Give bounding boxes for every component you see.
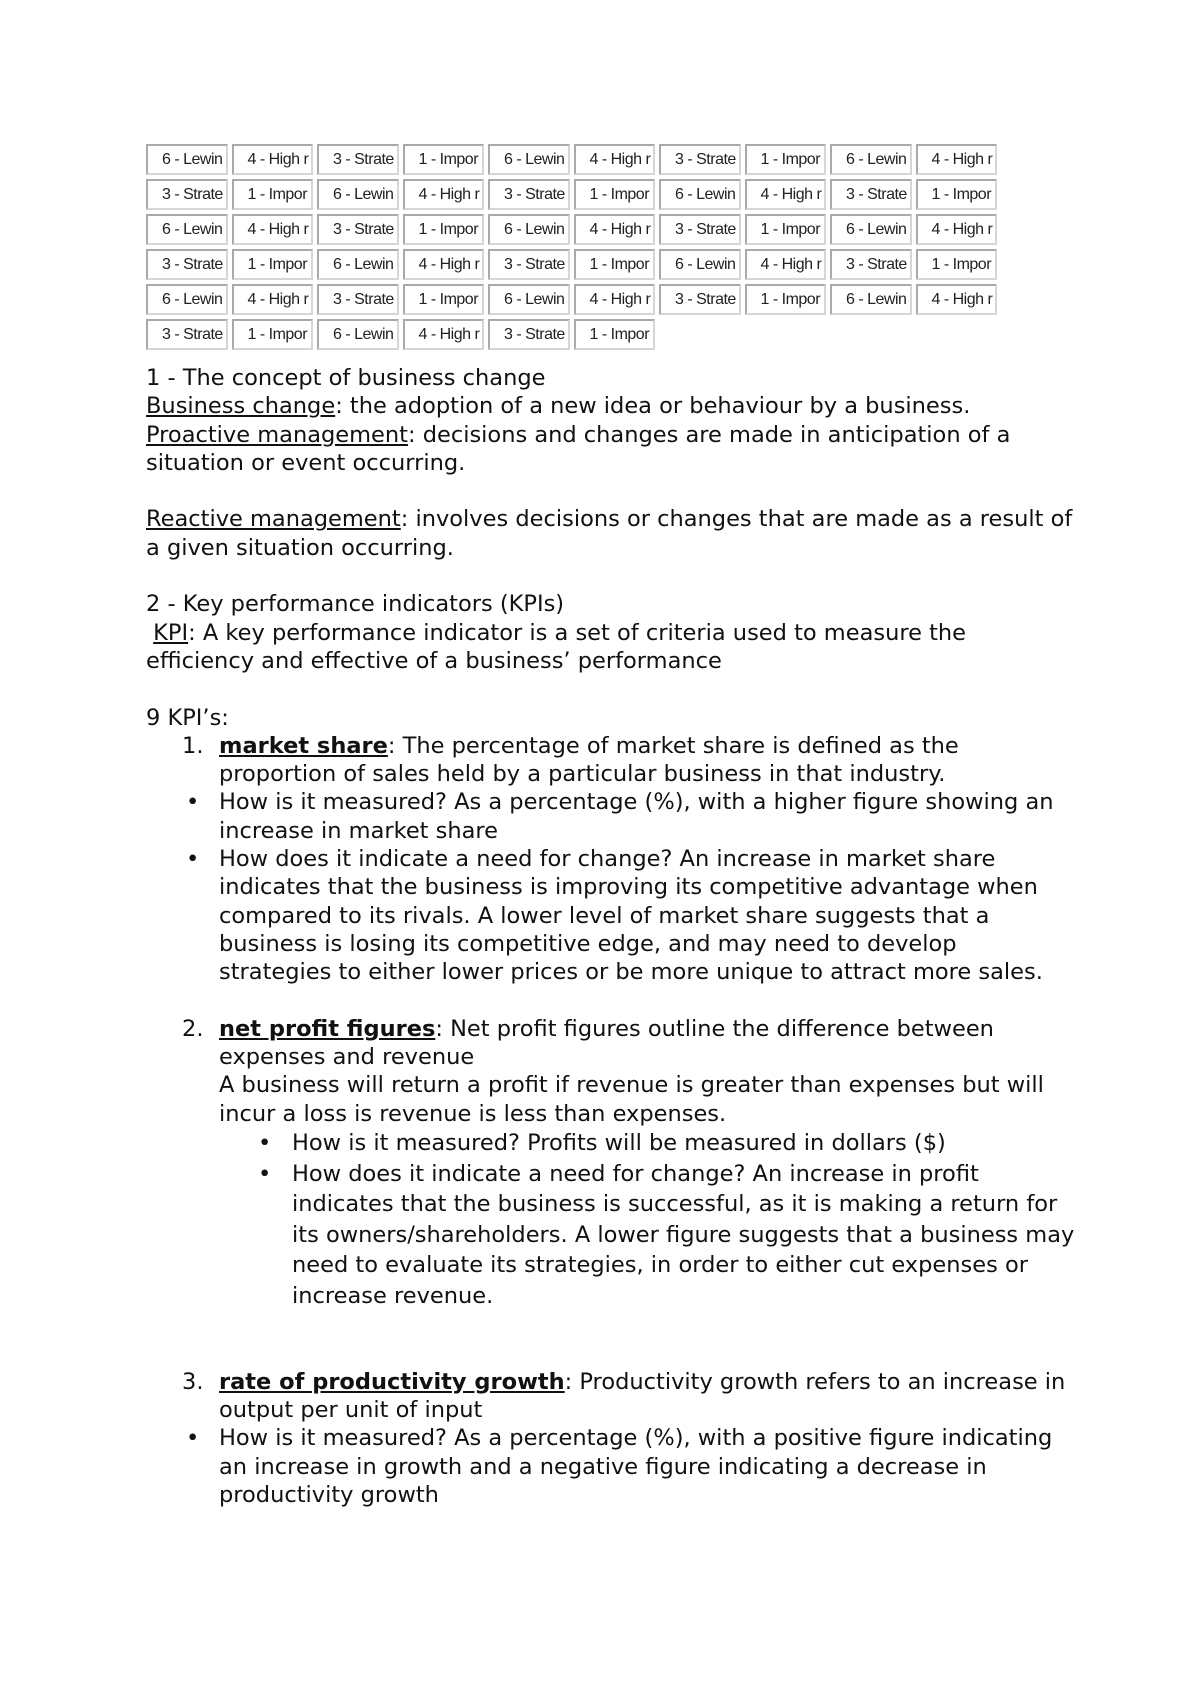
tab-grid-cell: 1 - Impor: [916, 179, 998, 210]
tab-grid-cell: 3 - Strate: [317, 284, 399, 315]
tab-grid-cell: 3 - Strate: [317, 144, 399, 175]
tab-grid-cell: 4 - High r: [403, 319, 485, 350]
tab-grid-cell: 6 - Lewin: [488, 214, 570, 245]
reactive-term: Reactive management: [146, 506, 401, 533]
tab-grid-cell: 6 - Lewin: [317, 319, 399, 350]
tab-grid-cell: 6 - Lewin: [146, 214, 228, 245]
kpi-term-productivity-growth: rate of productivity growth: [219, 1368, 565, 1395]
tab-grid-cell: 3 - Strate: [830, 179, 912, 210]
bullet-text: How does it indicate a need for change? An increase in market share indicates that the business is improving its competitive advantage when compared to its rivals. A lower level of market share suggests that a business is losing its competitive edge, and may need to develop strategies to either lower prices or be more unique to attract more sales.: [219, 846, 1043, 986]
kpi-definition: [146, 619, 1076, 676]
spacer: [146, 675, 1076, 703]
tab-grid-cell: 1 - Impor: [403, 144, 485, 175]
tab-grid-cell: 4 - High r: [403, 249, 485, 280]
kpi-term-market-share: market share: [219, 732, 388, 759]
bullet-text: How is it measured? As a percentage (%), with a positive figure indicating an increase in growth and a negative figure indicating a decrease in productivity growth: [219, 1425, 1053, 1508]
bullet-icon: •: [186, 846, 200, 873]
bullet-text: How is it measured? As a percentage (%), with a higher figure showing an increase in market share: [219, 789, 1054, 844]
kpi-def-market-share: : The percentage of market share is defined as the proportion of sales held by a particular business in that industry.: [219, 732, 959, 788]
tab-grid-cell: 4 - High r: [574, 284, 656, 315]
tab-grid-cell: 3 - Strate: [317, 214, 399, 245]
tab-grid-cell: 4 - High r: [574, 214, 656, 245]
bullet-icon: •: [186, 1425, 200, 1452]
bullet-icon: •: [258, 1160, 272, 1187]
tab-grid-cell: 3 - Strate: [488, 319, 570, 350]
tab-grid-cell: 3 - Strate: [488, 179, 570, 210]
tab-grid-cell: 4 - High r: [574, 144, 656, 175]
tab-grid-cell: 1 - Impor: [574, 179, 656, 210]
bullet-text: How is it measured? Profits will be measured in dollars ($): [292, 1130, 946, 1157]
spacer: [146, 987, 1076, 1015]
spacer: [146, 1339, 1076, 1367]
tab-grid-cell: 6 - Lewin: [317, 249, 399, 280]
tab-grid-cell: 4 - High r: [232, 214, 314, 245]
tab-grid-cell: 4 - High r: [916, 214, 998, 245]
tab-grid-cell: 3 - Strate: [488, 249, 570, 280]
tab-grid-cell: 1 - Impor: [232, 179, 314, 210]
kpi-term: KPI: [153, 619, 189, 646]
bullet-text: How does it indicate a need for change? An increase in profit indicates that the business is successful, as it is making a return for its owners/shareholders. A lower figure suggests that a business may need to evaluate its strategies, in order to either cut expenses or increase revenue.: [292, 1160, 1075, 1309]
tab-grid-cell: 4 - High r: [745, 249, 827, 280]
tab-grid-cell: 6 - Lewin: [659, 249, 741, 280]
document-body: [146, 364, 1076, 1509]
kpi-term-net-profit: net profit figures: [219, 1015, 436, 1042]
tab-grid-cell: 1 - Impor: [232, 249, 314, 280]
tab-grid-cell: 6 - Lewin: [659, 179, 741, 210]
kpi-item-market-share: [146, 732, 1076, 789]
tab-grid-cell: 4 - High r: [232, 144, 314, 175]
list-number: 2.: [182, 1015, 204, 1042]
kpi-extra-net-profit: A business will return a profit if revenue is greater than expenses but will incur a loss is revenue is less than expenses.: [219, 1072, 1044, 1127]
kpi-item-net-profit: [146, 1015, 1076, 1072]
tab-grid-cell: 4 - High r: [403, 179, 485, 210]
list-number: 3.: [182, 1368, 204, 1395]
tab-grid-cell: 3 - Strate: [659, 284, 741, 315]
list-number: 1.: [182, 732, 204, 759]
tab-grid-cell: 4 - High r: [232, 284, 314, 315]
section-2-heading: 2 - Key performance indicators (KPIs): [146, 591, 565, 618]
kpi-intro: 9 KPI’s:: [146, 704, 229, 731]
list-item: [146, 1424, 1076, 1509]
tab-grid-cell: 1 - Impor: [916, 249, 998, 280]
tab-grid-cell: 4 - High r: [745, 179, 827, 210]
list-item: [146, 1128, 1076, 1159]
tab-grid-cell: 1 - Impor: [745, 284, 827, 315]
tab-grid-cell: 1 - Impor: [574, 249, 656, 280]
tab-grid-cell: 1 - Impor: [745, 214, 827, 245]
proactive-text: : decisions and changes are made in anticipation of a situation or event occurring.: [146, 421, 1011, 476]
business-change-term: Business change: [146, 393, 336, 420]
business-change-definition: [146, 392, 1076, 420]
tab-grid-cell: 3 - Strate: [146, 179, 228, 210]
tab-grid-cell: 3 - Strate: [830, 249, 912, 280]
spacer: [146, 1311, 1076, 1339]
spacer: [146, 562, 1076, 590]
kpi-text: : A key performance indicator is a set of criteria used to measure the efficiency and effective of a business’ performance: [146, 619, 967, 674]
tab-grid-cell: 6 - Lewin: [830, 284, 912, 315]
tab-grid: [146, 144, 1001, 350]
tab-grid-cell: 1 - Impor: [574, 319, 656, 350]
tab-grid-cell: 6 - Lewin: [146, 144, 228, 175]
section-1-heading: 1 - The concept of business change: [146, 365, 546, 391]
tab-grid-cell: 1 - Impor: [403, 284, 485, 315]
tab-grid-cell: 1 - Impor: [403, 214, 485, 245]
tab-grid-cell: 3 - Strate: [659, 214, 741, 245]
kpi-def-productivity-growth: : Productivity growth refers to an increase in output per unit of input: [219, 1368, 1066, 1423]
tab-grid-cell: 6 - Lewin: [488, 144, 570, 175]
business-change-text: : the adoption of a new idea or behaviour by a business.: [335, 393, 971, 420]
tab-grid-cell: 6 - Lewin: [146, 284, 228, 315]
tab-grid-cell: 4 - High r: [916, 144, 998, 175]
tab-grid-cell: 3 - Strate: [659, 144, 741, 175]
proactive-term: Proactive management: [146, 421, 408, 448]
list-item: [146, 788, 1076, 845]
tab-grid-cell: 6 - Lewin: [317, 179, 399, 210]
tab-grid-cell: 3 - Strate: [146, 319, 228, 350]
tab-grid-cell: 6 - Lewin: [830, 214, 912, 245]
proactive-definition: [146, 421, 1076, 478]
bullet-icon: •: [258, 1130, 272, 1157]
spacer: [146, 477, 1076, 505]
list-item: [146, 845, 1076, 986]
tab-grid-cell: 6 - Lewin: [830, 144, 912, 175]
kpi-def-net-profit: : Net profit figures outline the difference between expenses and revenue: [219, 1015, 994, 1071]
reactive-text: : involves decisions or changes that are made as a result of a given situation occurring.: [146, 506, 1073, 561]
kpi-item-productivity-growth: [146, 1368, 1076, 1425]
tab-grid-cell: 1 - Impor: [232, 319, 314, 350]
tab-grid-cell: 6 - Lewin: [488, 284, 570, 315]
list-item: [146, 1159, 1076, 1312]
reactive-definition: [146, 505, 1076, 562]
tab-grid-cell: 3 - Strate: [146, 249, 228, 280]
tab-grid-cell: 1 - Impor: [745, 144, 827, 175]
bullet-icon: •: [186, 789, 200, 816]
tab-grid-cell: 4 - High r: [916, 284, 998, 315]
